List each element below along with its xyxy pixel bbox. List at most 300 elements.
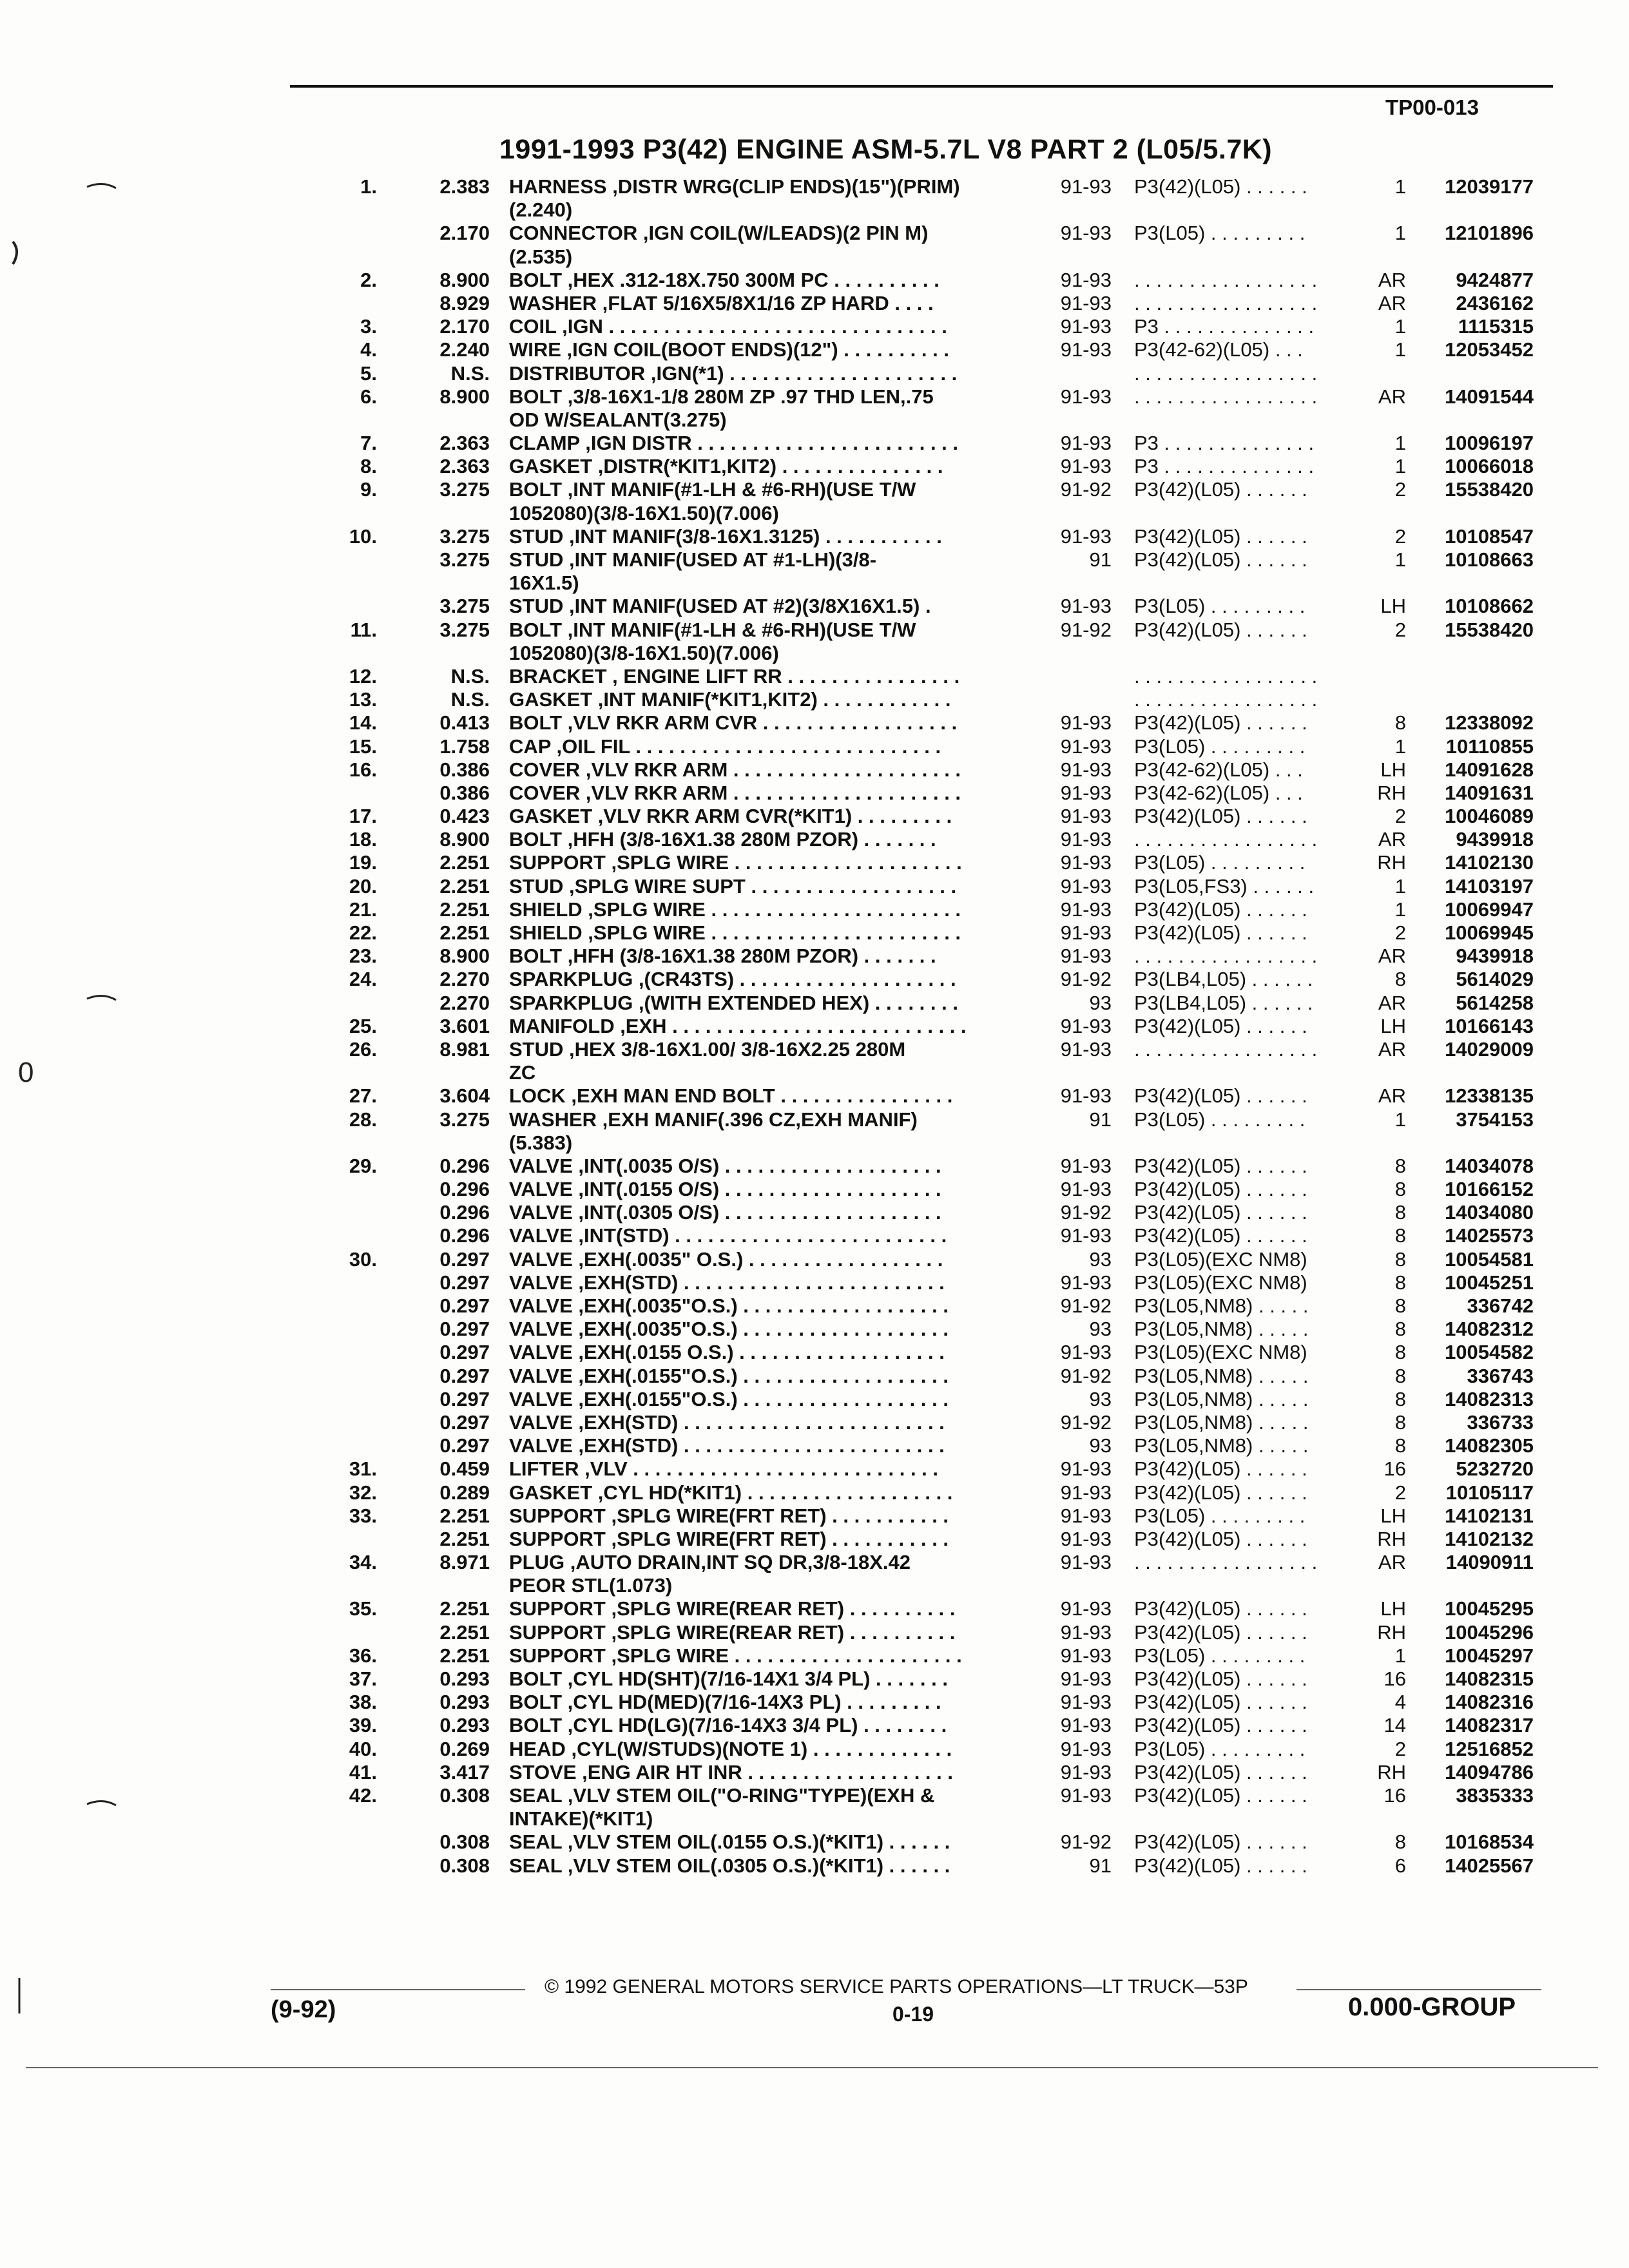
application: P3(L05)(EXC NM8) [1134,1341,1307,1364]
parts-row [0,898,1629,921]
figure-number: 3.275 [439,595,490,618]
parts-row [0,1015,1629,1038]
application: P3(42)(L05) . . . . . . [1134,1084,1307,1108]
parts-row [0,1108,1629,1131]
quantity: 1 [1394,874,1406,898]
part-description: WASHER ,FLAT 5/16X5/8X1/16 ZP HARD . . . . [509,291,934,314]
document-code: TP00-013 [1385,95,1479,119]
part-number: 15538420 [1445,618,1534,641]
part-description: SPARKPLUG ,(WITH EXTENDED HEX) . . . . . . . . [509,991,958,1014]
part-description: VALVE ,EXH(.0035" O.S.) . . . . . . . . . . . . . . . . . . [509,1247,943,1271]
part-number: 14034080 [1445,1201,1534,1224]
parts-row [0,1504,1629,1528]
parts-row [0,945,1629,968]
model-years: 91-93 [1060,874,1112,898]
part-description: SEAL ,VLV STEM OIL("O-RING"TYPE)(EXH & [509,1783,935,1807]
application: P3(42)(L05) . . . . . . [1134,1854,1307,1877]
part-description: BOLT ,3/8-16X1-1/8 280M ZP .97 THD LEN,.75 [509,385,934,408]
application: P3 . . . . . . . . . . . . . . [1134,315,1315,338]
application: P3(L05)(EXC NM8) [1134,1247,1307,1271]
quantity: 1 [1394,898,1406,921]
figure-number: 8.981 [439,1037,490,1061]
part-description: GASKET ,CYL HD(*KIT1) . . . . . . . . . . . . . . . . . . . [509,1481,953,1504]
part-description: BOLT ,HEX .312-18X.750 300M PC . . . . . . . . . . [509,268,940,291]
part-number: 14102131 [1445,1504,1534,1527]
parts-row [0,805,1629,828]
part-description: PEOR STL(1.073) [509,1574,673,1597]
item-number: 29. [349,1154,377,1177]
parts-row [0,992,1629,1015]
application: P3(L05) . . . . . . . . . [1134,851,1306,874]
part-number: 14029009 [1445,1037,1534,1061]
figure-number: 0.296 [439,1224,490,1247]
item-number: 23. [349,945,377,968]
parts-row [0,292,1629,315]
quantity: 1 [1394,315,1406,338]
application: P3(42)(L05) . . . . . . [1134,805,1307,828]
parts-row [0,385,1629,408]
model-years: 91-93 [1060,1551,1112,1574]
model-years: 91-93 [1060,222,1112,245]
application: . . . . . . . . . . . . . . . . . [1134,361,1318,385]
application: P3(42)(L05) . . . . . . [1134,921,1307,944]
part-description: SPARKPLUG ,(CR43TS) . . . . . . . . . . . . . . . . . . . . [509,968,956,991]
parts-row [0,1597,1629,1620]
model-years: 93 [1089,1318,1112,1341]
part-description: COVER ,VLV RKR ARM . . . . . . . . . . . . . . . . . . . . . [509,781,961,804]
parts-list [0,175,1629,1878]
part-number: 10166143 [1445,1014,1534,1037]
model-years: 91-93 [1060,268,1112,291]
figure-number: 0.459 [439,1457,490,1481]
quantity: 8 [1394,1387,1406,1410]
parts-row [0,362,1629,385]
parts-row [0,222,1629,245]
model-years: 91 [1089,548,1112,571]
figure-number: 0.289 [439,1481,490,1504]
quantity: LH [1380,758,1406,781]
model-years: 91-93 [1060,1014,1112,1037]
application: P3(42)(L05) . . . . . . [1134,1154,1307,1177]
parts-row [0,1341,1629,1364]
parts-row [0,1388,1629,1411]
model-years: 91-93 [1060,758,1112,781]
parts-row [0,1667,1629,1691]
quantity: 8 [1394,968,1406,991]
item-number: 14. [349,711,377,735]
part-number: 14082317 [1445,1714,1534,1737]
figure-number: 0.308 [439,1831,490,1854]
application: P3(42)(L05) . . . . . . [1134,1597,1307,1620]
part-number: 14102130 [1445,851,1534,874]
figure-number: 3.604 [439,1084,490,1108]
part-number: 10045297 [1445,1644,1534,1667]
figure-number: 2.383 [439,175,490,198]
item-number: 17. [349,805,377,828]
part-description: STUD ,INT MANIF(USED AT #2)(3/8X16X1.5) . [509,595,931,618]
model-years: 91-93 [1060,432,1112,455]
part-number: 336733 [1467,1410,1534,1434]
parts-row [0,548,1629,572]
parts-row [0,1644,1629,1667]
quantity: 8 [1394,1224,1406,1247]
part-description: CAP ,OIL FIL . . . . . . . . . . . . . . . . . . . . . . . . . . . . [509,735,941,758]
part-description: SHIELD ,SPLG WIRE . . . . . . . . . . . . . . . . . . . . . . . [509,921,961,944]
item-number: 34. [349,1551,377,1574]
part-description: VALVE ,EXH(.0155"O.S.) . . . . . . . . . . . . . . . . . . . [509,1387,949,1410]
parts-row [0,502,1629,525]
model-years: 91-93 [1060,921,1112,944]
part-description: BOLT ,CYL HD(SHT)(7/16-14X1 3/4 PL) . . . . . . . [509,1667,948,1690]
quantity: 8 [1394,1247,1406,1271]
application: P3(42)(L05) . . . . . . [1134,524,1307,548]
application: P3(42)(L05) . . . . . . [1134,1760,1307,1783]
figure-number: 2.251 [439,898,490,921]
part-number: 14082313 [1445,1387,1534,1410]
part-number: 10045296 [1445,1620,1534,1644]
quantity: AR [1378,991,1406,1014]
application: . . . . . . . . . . . . . . . . . [1134,945,1318,968]
figure-number: 8.900 [439,828,490,851]
footer-copyright: © 1992 GENERAL MOTORS SERVICE PARTS OPERATIONS—LT TRUCK—53P [545,1976,1248,1997]
part-description: SUPPORT ,SPLG WIRE(REAR RET) . . . . . . . . . . [509,1597,956,1620]
part-number: 14082316 [1445,1691,1534,1714]
footer-group: 0.000-GROUP [1348,1993,1516,2021]
quantity: LH [1380,1014,1406,1037]
part-number: 15538420 [1445,478,1534,501]
model-years: 91-92 [1060,618,1112,641]
part-description: 1052080)(3/8-16X1.50)(7.006) [509,641,779,664]
application: P3(42)(L05) . . . . . . [1134,1691,1307,1714]
model-years: 91-93 [1060,898,1112,921]
quantity: 8 [1394,1410,1406,1434]
figure-number: 2.251 [439,1527,490,1550]
quantity: AR [1378,945,1406,968]
part-number: 14091544 [1445,385,1534,408]
part-number: 10110855 [1445,735,1534,758]
part-description: SUPPORT ,SPLG WIRE(REAR RET) . . . . . . . . . . [509,1620,956,1644]
application: P3(L05) . . . . . . . . . [1134,1108,1306,1131]
part-description: MANIFOLD ,EXH . . . . . . . . . . . . . . . . . . . . . . . . . . . [509,1014,967,1037]
parts-row [0,1248,1629,1271]
part-number: 9439918 [1456,828,1534,851]
application: P3(42)(L05) . . . . . . [1134,1714,1307,1737]
model-years: 91-93 [1060,1224,1112,1247]
application: . . . . . . . . . . . . . . . . . [1134,385,1318,408]
model-years: 91-93 [1060,1178,1112,1201]
part-number: 10069945 [1445,921,1534,944]
model-years: 91-93 [1060,945,1112,968]
part-number: 2436162 [1456,291,1534,314]
application: P3 . . . . . . . . . . . . . . [1134,455,1315,478]
quantity: 16 [1383,1667,1406,1690]
parts-row [0,1318,1629,1341]
model-years: 91 [1089,1108,1112,1131]
application: P3(L05,NM8) . . . . . [1134,1364,1309,1387]
part-number: 14103197 [1445,874,1534,898]
parts-row [0,1574,1629,1597]
part-number: 12053452 [1445,338,1534,361]
application: P3(42)(L05) . . . . . . [1134,1831,1307,1854]
figure-number: 0.297 [439,1318,490,1341]
part-number: 12039177 [1445,175,1534,198]
parts-row [0,1178,1629,1201]
part-description: VALVE ,INT(STD) . . . . . . . . . . . . . . . . . . . . . . . . . [509,1224,947,1247]
quantity: LH [1380,1597,1406,1620]
quantity: 8 [1394,1831,1406,1854]
item-number: 42. [349,1783,377,1807]
application: P3(LB4,L05) . . . . . . [1134,991,1313,1014]
parts-row [0,1807,1629,1831]
parts-row [0,735,1629,758]
application: P3(42)(L05) . . . . . . [1134,1201,1307,1224]
figure-number: 2.363 [439,432,490,455]
figure-number: 0.297 [439,1387,490,1410]
model-years: 91-93 [1060,1783,1112,1807]
part-description: COVER ,VLV RKR ARM . . . . . . . . . . . . . . . . . . . . . [509,758,961,781]
part-number: 14094786 [1445,1760,1534,1783]
application: P3(42)(L05) . . . . . . [1134,618,1307,641]
item-number: 3. [360,315,377,338]
part-description: BOLT ,HFH (3/8-16X1.38 280M PZOR) . . . . . . . [509,828,936,851]
item-number: 5. [360,361,377,385]
model-years: 91-92 [1060,968,1112,991]
parts-row [0,1761,1629,1784]
part-description: COIL ,IGN . . . . . . . . . . . . . . . . . . . . . . . . . . . . . . . [509,315,947,338]
quantity: 8 [1394,1434,1406,1457]
figure-number: 0.296 [439,1178,490,1201]
part-description: HEAD ,CYL(W/STUDS)(NOTE 1) . . . . . . . . . . . . . [509,1737,952,1760]
figure-number: 0.386 [439,758,490,781]
quantity: 16 [1383,1783,1406,1807]
figure-number: N.S. [450,361,490,385]
top-rule [290,85,1553,88]
application: . . . . . . . . . . . . . . . . . [1134,688,1318,711]
quantity: RH [1377,781,1406,804]
quantity: 4 [1394,1691,1406,1714]
figure-number: 2.170 [439,222,490,245]
application: P3(42)(L05) . . . . . . [1134,1224,1307,1247]
part-number: 14091631 [1445,781,1534,804]
item-number: 15. [349,735,377,758]
part-number: 9439918 [1456,945,1534,968]
model-years: 91-93 [1060,1737,1112,1760]
part-description: STOVE ,ENG AIR HT INR . . . . . . . . . . . . . . . . . . . [509,1760,953,1783]
part-description: VALVE ,EXH(.0035"O.S.) . . . . . . . . . . . . . . . . . . . [509,1318,949,1341]
model-years: 93 [1089,1247,1112,1271]
model-years: 91-93 [1060,1527,1112,1550]
item-number: 20. [349,874,377,898]
part-number: 14025573 [1445,1224,1534,1247]
part-number: 10054582 [1445,1341,1534,1364]
application: P3(L05) . . . . . . . . . [1134,222,1306,245]
application: P3(L05)(EXC NM8) [1134,1271,1307,1294]
application: P3(42)(L05) . . . . . . [1134,548,1307,571]
application: P3(L05) . . . . . . . . . [1134,595,1306,618]
item-number: 12. [349,664,377,687]
parts-row [0,315,1629,338]
application: P3(L05) . . . . . . . . . [1134,1737,1306,1760]
application: . . . . . . . . . . . . . . . . . [1134,664,1318,687]
item-number: 24. [349,968,377,991]
figure-number: 3.275 [439,548,490,571]
figure-number: 0.296 [439,1154,490,1177]
application: . . . . . . . . . . . . . . . . . [1134,1037,1318,1061]
quantity: 2 [1394,1481,1406,1504]
quantity: 1 [1394,338,1406,361]
parts-row [0,1155,1629,1178]
application: P3 . . . . . . . . . . . . . . [1134,432,1315,455]
item-number: 16. [349,758,377,781]
part-number: 14102132 [1445,1527,1534,1550]
model-years: 91-93 [1060,1154,1112,1177]
application: P3(L05,NM8) . . . . . [1134,1387,1309,1410]
part-description: SUPPORT ,SPLG WIRE(FRT RET) . . . . . . . . . . . [509,1527,949,1550]
quantity: LH [1380,1504,1406,1527]
model-years: 91-93 [1060,1714,1112,1737]
part-description: INTAKE)(*KIT1) [509,1807,653,1831]
item-number: 19. [349,851,377,874]
model-years: 91-93 [1060,1667,1112,1690]
parts-row [0,1271,1629,1294]
model-years: 91-93 [1060,1084,1112,1108]
application: P3(42)(L05) . . . . . . [1134,898,1307,921]
parts-row [0,1738,1629,1761]
part-number: 3754153 [1456,1108,1534,1131]
part-number: 12338135 [1445,1084,1534,1108]
page-title: 1991-1993 P3(42) ENGINE ASM-5.7L V8 PART 2 (L05/5.7K) [499,134,1273,165]
parts-row [0,665,1629,688]
part-number: 10105117 [1445,1481,1534,1504]
figure-number: 3.417 [439,1760,490,1783]
parts-row [0,408,1629,432]
item-number: 7. [360,432,377,455]
parts-row [0,875,1629,898]
parts-row [0,1457,1629,1481]
part-number: 10168534 [1445,1831,1534,1854]
part-description: SUPPORT ,SPLG WIRE . . . . . . . . . . . . . . . . . . . . . [509,1644,962,1667]
application: P3(42)(L05) . . . . . . [1134,478,1307,501]
model-years: 91-93 [1060,1504,1112,1527]
model-years: 91-93 [1060,1037,1112,1061]
figure-number: 8.929 [439,291,490,314]
part-number: 12338092 [1445,711,1534,735]
parts-row [0,595,1629,618]
part-description: (2.240) [509,198,573,222]
item-number: 28. [349,1108,377,1131]
part-number: 14082315 [1445,1667,1534,1690]
application: P3(42)(L05) . . . . . . [1134,1620,1307,1644]
model-years: 91-93 [1060,1271,1112,1294]
item-number: 38. [349,1691,377,1714]
model-years: 91-93 [1060,455,1112,478]
part-number: 10108662 [1445,595,1534,618]
application: P3(42)(L05) . . . . . . [1134,711,1307,735]
quantity: 2 [1394,478,1406,501]
part-description: STUD ,INT MANIF(3/8-16X1.3125) . . . . . . . . . . . [509,524,942,548]
model-years: 93 [1089,1387,1112,1410]
figure-number: 0.308 [439,1783,490,1807]
quantity: LH [1380,595,1406,618]
parts-row [0,711,1629,735]
parts-row [0,1691,1629,1714]
parts-row [0,688,1629,711]
part-description: BOLT ,VLV RKR ARM CVR . . . . . . . . . . . . . . . . . . [509,711,958,735]
part-number: 10166152 [1445,1178,1534,1201]
parts-row [0,198,1629,222]
parts-row [0,758,1629,782]
quantity: 8 [1394,1364,1406,1387]
parts-row [0,1224,1629,1247]
application: P3(42)(L05) . . . . . . [1134,1481,1307,1504]
item-number: 33. [349,1504,377,1527]
part-description: LIFTER ,VLV . . . . . . . . . . . . . . . . . . . . . . . . . . . . [509,1457,939,1481]
figure-number: 0.297 [439,1271,490,1294]
part-description: GASKET ,DISTR(*KIT1,KIT2) . . . . . . . . . . . . . . . [509,455,943,478]
part-description: SUPPORT ,SPLG WIRE(FRT RET) . . . . . . . . . . . [509,1504,949,1527]
quantity: 8 [1394,711,1406,735]
item-number: 35. [349,1597,377,1620]
item-number: 10. [349,524,377,548]
application: P3(LB4,L05) . . . . . . [1134,968,1313,991]
parts-row [0,269,1629,292]
figure-number: 8.900 [439,268,490,291]
part-description: GASKET ,INT MANIF(*KIT1,KIT2) . . . . . . . . . . . . [509,688,951,711]
part-description: DISTRIBUTOR ,IGN(*1) . . . . . . . . . . . . . . . . . . . . . [509,361,958,385]
application: . . . . . . . . . . . . . . . . . [1134,268,1318,291]
quantity: 14 [1383,1714,1406,1737]
item-number: 26. [349,1037,377,1061]
parts-row [0,1131,1629,1155]
item-number: 18. [349,828,377,851]
item-number: 41. [349,1760,377,1783]
item-number: 32. [349,1481,377,1504]
part-description: VALVE ,EXH(STD) . . . . . . . . . . . . . . . . . . . . . . . . [509,1434,945,1457]
figure-number: 0.297 [439,1434,490,1457]
figure-number: 2.170 [439,315,490,338]
quantity: 6 [1394,1854,1406,1877]
quantity: 8 [1394,1201,1406,1224]
parts-row [0,1481,1629,1504]
quantity: AR [1378,1551,1406,1574]
figure-number: 2.270 [439,991,490,1014]
figure-number: 0.308 [439,1854,490,1877]
application: P3(L05,NM8) . . . . . [1134,1410,1309,1434]
quantity: 2 [1394,618,1406,641]
item-number: 21. [349,898,377,921]
parts-row [0,1294,1629,1318]
quantity: AR [1378,291,1406,314]
part-description: STUD ,HEX 3/8-16X1.00/ 3/8-16X2.25 280M [509,1037,906,1061]
figure-number: N.S. [450,664,490,687]
application: P3(42)(L05) . . . . . . [1134,1667,1307,1690]
quantity: 8 [1394,1154,1406,1177]
model-years: 91-93 [1060,595,1112,618]
item-number: 22. [349,921,377,944]
figure-number: 0.413 [439,711,490,735]
figure-number: 2.270 [439,968,490,991]
parts-row [0,432,1629,455]
part-description: BOLT ,HFH (3/8-16X1.38 280M PZOR) . . . . . . . [509,945,936,968]
figure-number: 0.423 [439,805,490,828]
model-years: 91-93 [1060,338,1112,361]
part-description: (2.535) [509,245,573,268]
figure-number: 2.251 [439,874,490,898]
application: P3(42)(L05) . . . . . . [1134,1527,1307,1550]
model-years: 91-93 [1060,1457,1112,1481]
part-number: 10046089 [1445,805,1534,828]
model-years: 91-92 [1060,478,1112,501]
